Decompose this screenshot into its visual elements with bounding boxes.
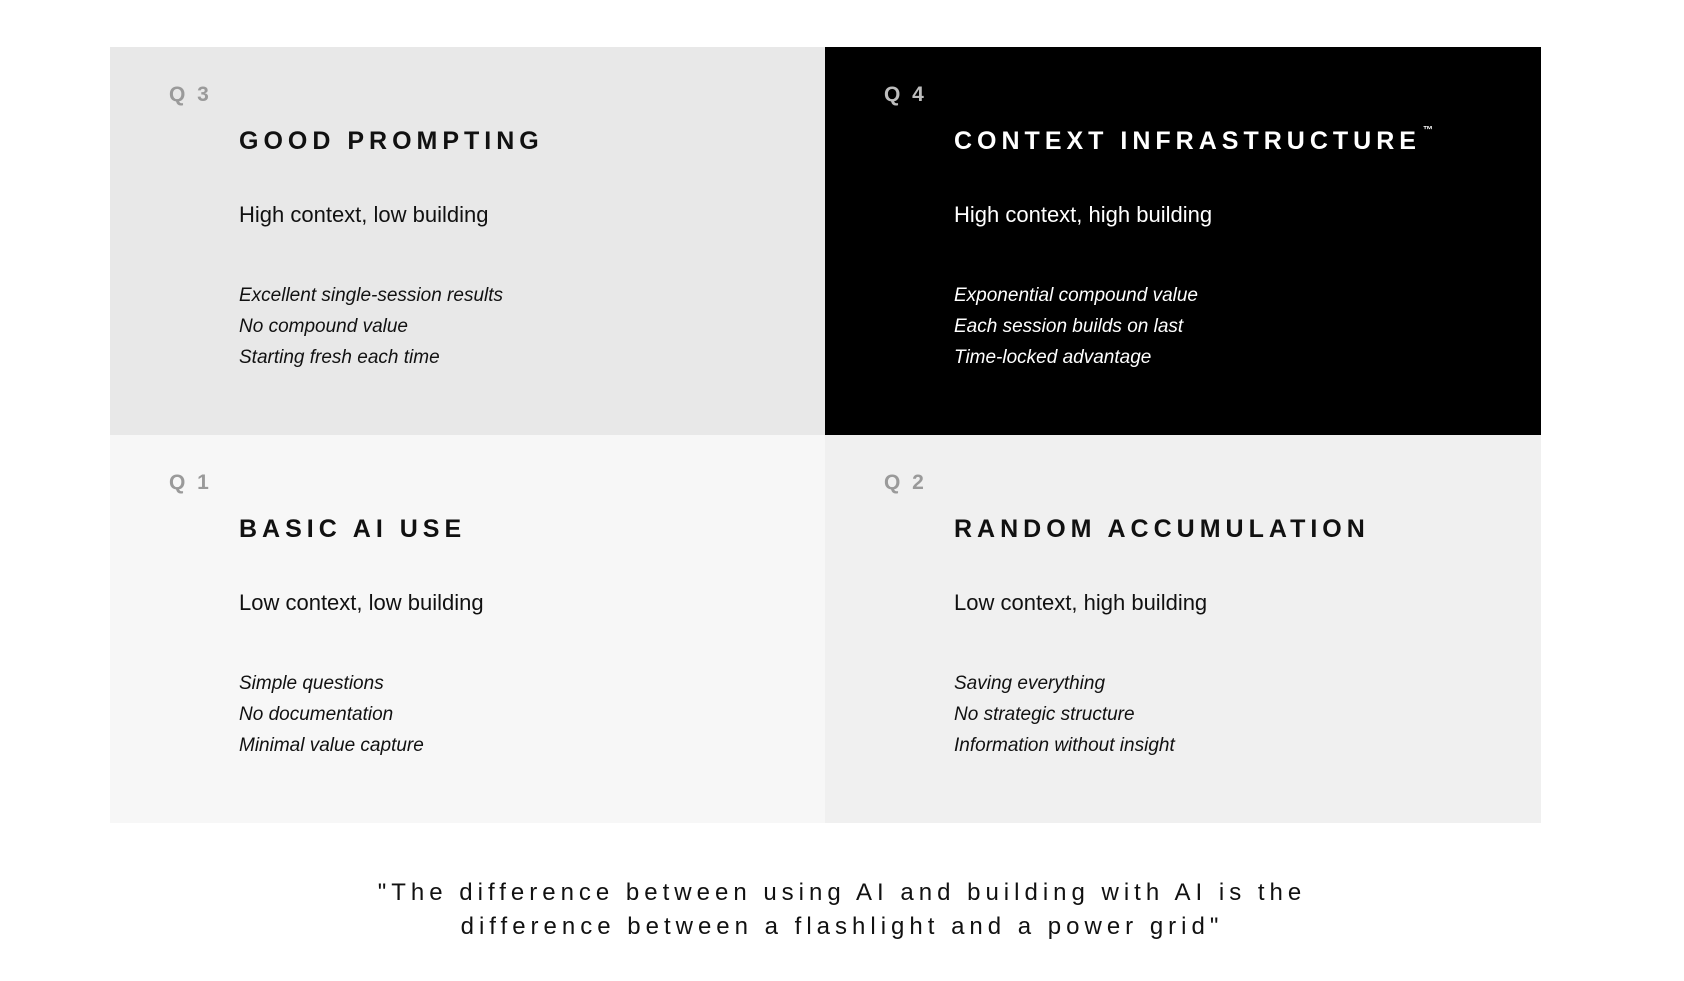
quote-line: difference between a flashlight and a power grid": [460, 913, 1224, 940]
quadrant-label: Q 2: [884, 471, 927, 494]
list-item: Simple questions: [239, 673, 384, 694]
quadrant-points: [239, 280, 503, 373]
quadrant-subtitle: High context, low building: [239, 202, 489, 227]
list-item: Excellent single-session results: [239, 285, 504, 306]
list-item: Saving everything: [954, 673, 1106, 694]
quadrant-title-text: CONTEXT INFRASTRUCTURE: [954, 127, 1421, 155]
list-item: Exponential compound value: [954, 285, 1199, 306]
quadrant-subtitle: Low context, low building: [239, 590, 484, 615]
list-item: No documentation: [239, 704, 394, 725]
quadrant-label: Q 3: [169, 83, 212, 106]
quadrant-q2: [825, 435, 1541, 823]
quadrant-q3: [110, 47, 825, 435]
list-item: Starting fresh each time: [239, 347, 440, 368]
list-item: Minimal value capture: [239, 735, 424, 756]
quote: [0, 876, 1684, 944]
quadrant-label: Q 1: [169, 471, 212, 494]
quadrant-q1: [110, 435, 825, 823]
quadrant-q4: [825, 47, 1541, 435]
quadrant-matrix: [110, 47, 1541, 823]
quadrant-points: [954, 668, 1175, 761]
trademark-symbol: ™: [1422, 125, 1433, 136]
list-item: No compound value: [239, 316, 408, 337]
quadrant-title: [954, 127, 1433, 156]
quadrant-title: RANDOM ACCUMULATION: [954, 515, 1370, 543]
quadrant-subtitle: Low context, high building: [954, 590, 1208, 615]
quadrant-points: [239, 668, 424, 761]
list-item: No strategic structure: [954, 704, 1135, 725]
quadrant-subtitle: High context, high building: [954, 202, 1213, 227]
list-item: Each session builds on last: [954, 316, 1184, 337]
list-item: Information without insight: [954, 735, 1175, 756]
list-item: Time-locked advantage: [954, 347, 1152, 368]
quadrant-points: [954, 280, 1198, 373]
quadrant-title: GOOD PROMPTING: [239, 127, 544, 155]
quadrant-label: Q 4: [884, 83, 927, 106]
quadrant-title: BASIC AI USE: [239, 515, 467, 543]
quote-line: "The difference between using AI and building with AI is the: [377, 879, 1307, 906]
